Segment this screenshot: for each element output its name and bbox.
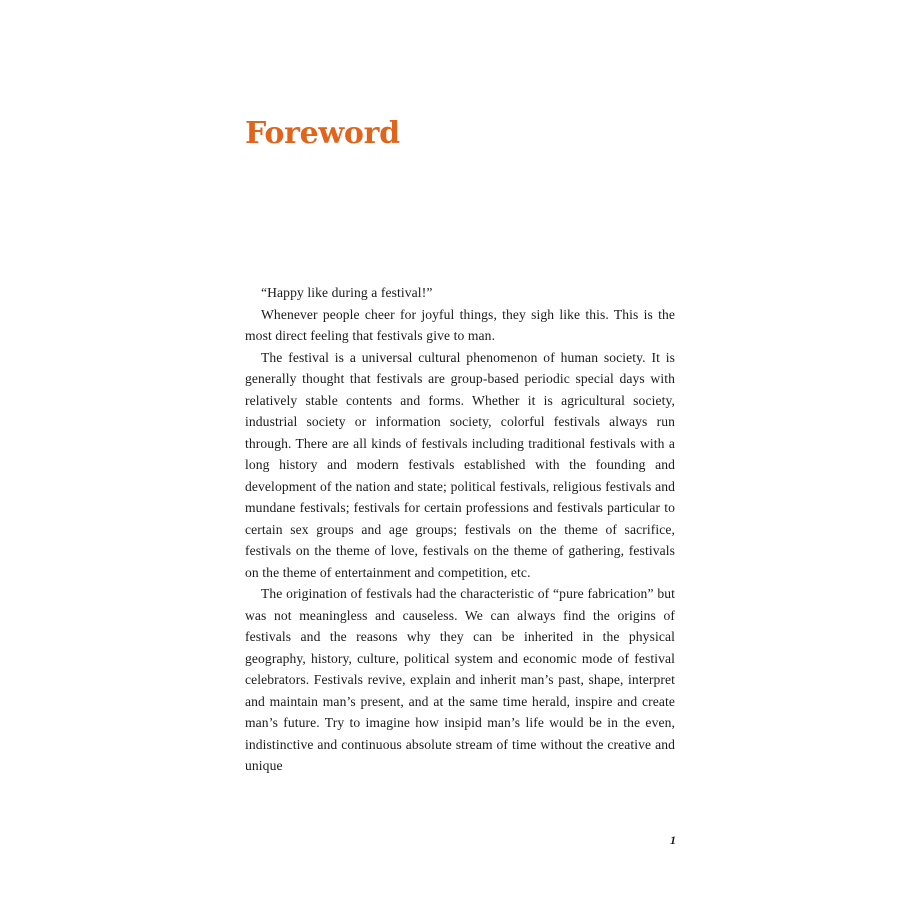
paragraph: The festival is a universal cultural phenomenon of human society. It is generally thought that festivals are group-based periodic special days with relatively stable contents and forms. Whether it is agricultural society, industrial society or information society, colorful festivals always run through. There are all kinds of festivals including traditional festivals with a long history and modern festivals established with the founding and development of the nation and state; political festivals, religious festivals and mundane festivals; festivals for certain professions and festivals particular to certain sex groups and age groups; festivals on the theme of sacrifice, festivals on the theme of love, festivals on the theme of gathering, festivals on the theme of entertainment and competition, etc.: [245, 349, 675, 580]
paragraph: The origination of festivals had the characteristic of “pure fabrication” but was not meaningless and causeless. We can always find the origins of festivals and the reasons why they can be inherited in the physical geography, history, culture, political system and economic mode of festival celebrators. Festivals revive, explain and inherit man’s past, shape, interpret and maintain man’s present, and at the same time herald, inspire and create man’s future. Try to imagine how insipid man’s life would be in the even, indistinctive and continuous absolute stream of time without the creative and unique: [245, 586, 675, 773]
page-number: 1: [670, 833, 676, 847]
page-title: Foreword: [245, 116, 400, 151]
body-text: [245, 282, 675, 777]
paragraph: “Happy like during a festival!”: [261, 285, 433, 300]
paragraph: Whenever people cheer for joyful things, they sigh like this. This is the most direct feeling that festivals give to man.: [245, 306, 675, 343]
